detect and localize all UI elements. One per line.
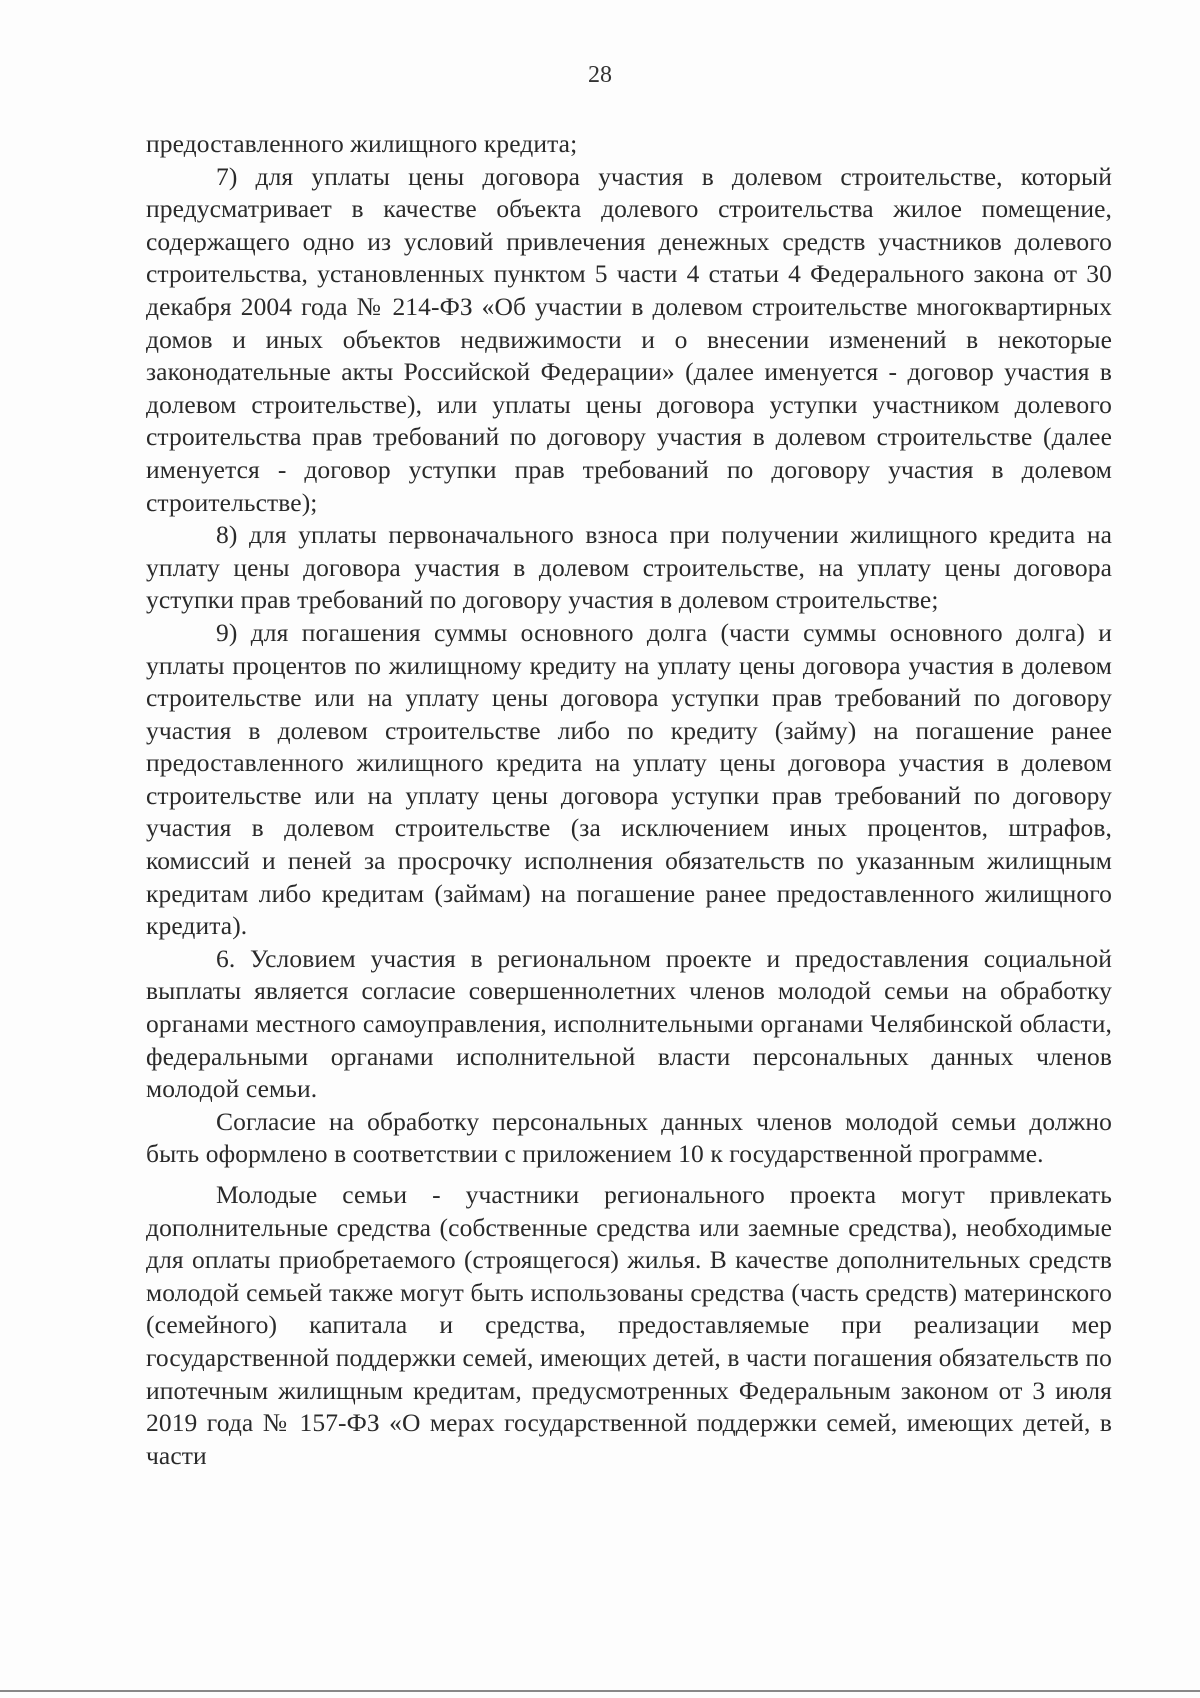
document-body — [146, 128, 1112, 1472]
paragraph-clause-6: 6. Условием участия в региональном проекте и предоставления социальной выплаты является согласие совершеннолетних членов молодой семьи на обработку органами местного самоуправления, исполнительными органами Челябинской области, федеральными органами исполнительной власти персональных данных членов молодой семьи. — [146, 943, 1112, 1104]
paragraph-additional-funds: Молодые семьи - участники регионального проекта могут привлекать дополнительные средства (собственные средства или заемные средства), необходимые для оплаты приобретаемого (строящегося) жилья. В качестве дополнительных средств молодой семьей также могут быть использованы средства (часть средств) материнского (семейного) капитала и средства, предоставляемые при реализации мер государственной поддержки семей, имеющих детей, в части погашения обязательств по ипотечным жилищным кредитам, предусмотренных Федеральным законом от 3 июля 2019 года № 157-ФЗ «О мерах государственной поддержки семей, имеющих детей, в части — [146, 1180, 1112, 1470]
page-number: 28 — [588, 62, 612, 88]
paragraph-item-9: 9) для погашения суммы основного долга (части суммы основного долга) и уплаты процентов по жилищному кредиту на уплату цены договора участия в долевом строительстве или на уплату цены договора уступки прав требований по договору участия в долевом строительстве либо по кредиту (займу) на погашение ранее предоставленного жилищного кредита на уплату цены договора участия в долевом строительстве или на уплату цены договора уступки прав требований по договору участия в долевом строительстве (за исключением иных процентов, штрафов, комиссий и пеней за просрочку исполнения обязательств по указанным жилищным кредитам либо кредитам (займам) на погашение ранее предоставленного жилищного кредита). — [146, 617, 1112, 941]
paragraph-item-8: 8) для уплаты первоначального взноса при получении жилищного кредита на уплату цены договора участия в долевом строительстве, на уплату цены договора уступки прав требований по договору участия в долевом строительстве; — [146, 520, 1112, 615]
paragraph-consent: Согласие на обработку персональных данных членов молодой семьи должно быть оформлено в соответствии с приложением 10 к государственной программе. — [146, 1106, 1112, 1169]
scan-edge-line — [0, 1690, 1200, 1692]
paragraph-continuation: предоставленного жилищного кредита; — [146, 129, 578, 158]
paragraph-item-7: 7) для уплаты цены договора участия в долевом строительстве, который предусматривает в качестве объекта долевого строительства жилое помещение, содержащего одно из условий привлечения денежных средств участников долевого строительства, установленных пунктом 5 части 4 статьи 4 Федерального закона от 30 декабря 2004 года № 214-ФЗ «Об участии в долевом строительстве многоквартирных домов и иных объектов недвижимости и о внесении изменений в некоторые законодательные акты Российской Федерации» (далее именуется - договор участия в долевом строительстве), или уплаты цены договора уступки участником долевого строительства прав требований по договору участия в долевом строительстве (далее именуется - договор уступки прав требований по договору участия в долевом строительстве); — [146, 161, 1112, 517]
